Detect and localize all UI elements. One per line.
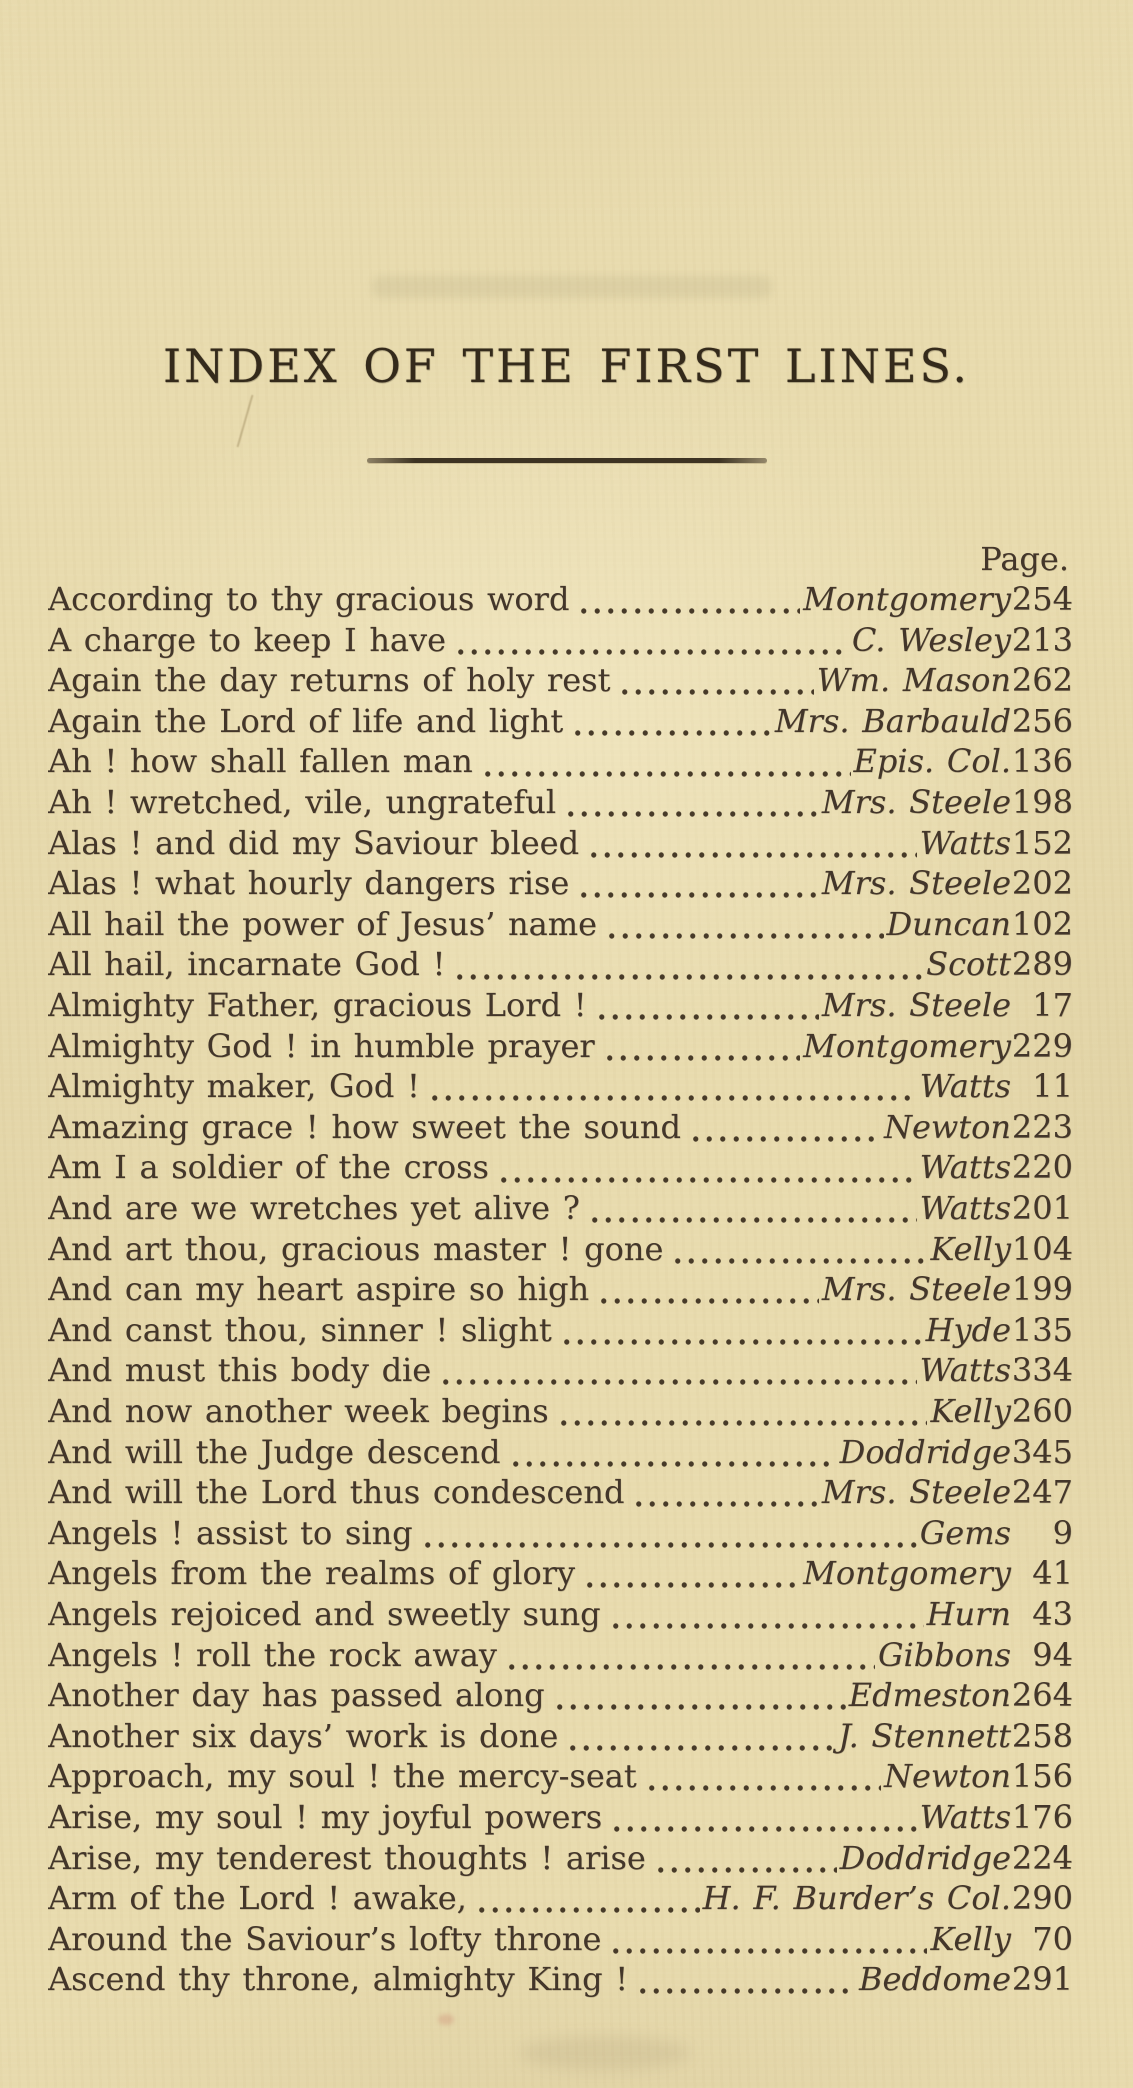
bottom-speck (438, 2014, 454, 2025)
index-entry (48, 1147, 1073, 1188)
author-name: Wm. Mason (816, 661, 1011, 700)
author-name: H. F. Burder’s Col. (702, 1879, 1011, 1918)
page-number: 334 (1011, 1351, 1073, 1390)
index-entry (48, 985, 1073, 1026)
index-entry (48, 1756, 1073, 1797)
dot-leader (599, 1026, 800, 1067)
index-entry (48, 1716, 1073, 1757)
page-number: 176 (1011, 1797, 1073, 1836)
dot-leader (605, 1919, 927, 1960)
dot-leader (573, 863, 819, 904)
dot-leader (667, 1229, 927, 1270)
dot-leader (417, 1513, 917, 1554)
dot-leader (549, 1675, 846, 1716)
first-line-text: All hail the power of Jesus’ name (48, 904, 598, 943)
first-line-text: And will the Judge descend (48, 1432, 501, 1471)
dot-leader (449, 944, 923, 985)
index-entry (48, 1066, 1073, 1107)
index-list (48, 539, 1073, 2000)
dot-leader (685, 1107, 881, 1148)
index-entry (48, 1513, 1073, 1554)
page-number: 11 (1032, 1067, 1073, 1106)
author-name: Montgomery (803, 1026, 1011, 1065)
index-entry (48, 579, 1073, 620)
page-number: 290 (1011, 1879, 1073, 1918)
dot-leader (501, 1635, 875, 1676)
page-number: 260 (1011, 1391, 1073, 1430)
page-number: 70 (1032, 1919, 1073, 1958)
dot-leader (435, 1350, 916, 1391)
page-number: 135 (1011, 1310, 1073, 1349)
first-line-text: Almighty Father, gracious Lord ! (48, 986, 587, 1025)
page-number: 262 (1011, 661, 1073, 700)
dot-leader (553, 1391, 928, 1432)
author-name: Watts (919, 1797, 1011, 1836)
page-number: 254 (1011, 580, 1073, 619)
author-name: Doddridge (839, 1432, 1011, 1471)
dot-leader (573, 579, 800, 620)
index-entry (48, 1797, 1073, 1838)
dot-leader (593, 1269, 819, 1310)
page-number: 202 (1011, 864, 1073, 903)
dot-leader (632, 1959, 856, 2000)
dot-leader (471, 1878, 700, 1919)
page-number: 256 (1011, 701, 1073, 740)
author-name: Gems (919, 1513, 1011, 1552)
author-name: Montgomery (803, 580, 1011, 619)
page-number: 152 (1011, 823, 1073, 862)
author-name: Watts (919, 1189, 1011, 1227)
dot-leader (493, 1147, 917, 1188)
first-line-text: And art thou, gracious master ! gone (48, 1229, 664, 1268)
index-entry (48, 1594, 1073, 1635)
first-line-text: Almighty maker, God ! (48, 1067, 420, 1106)
index-entry (48, 1350, 1073, 1391)
dot-leader (606, 1797, 916, 1838)
author-name: Newton (883, 1107, 1011, 1146)
page-number: 223 (1011, 1107, 1073, 1146)
page-number: 291 (1011, 1960, 1073, 1999)
first-line-text: All hail, incarnate God ! (48, 945, 446, 984)
index-entry (48, 1026, 1073, 1067)
author-name: Hyde (925, 1310, 1011, 1349)
first-line-text: And must this body die (48, 1351, 432, 1390)
first-line-text: And now another week begins (48, 1391, 549, 1430)
page-number: 156 (1011, 1757, 1073, 1796)
author-name: Kelly (930, 1229, 1011, 1268)
author-name: Duncan (886, 904, 1011, 943)
first-line-text: Approach, my soul ! the mercy-seat (48, 1757, 637, 1796)
index-entry (48, 1229, 1073, 1270)
author-name: Beddome (859, 1960, 1011, 1999)
dot-leader (579, 1553, 800, 1594)
first-line-text: Another six days’ work is done (48, 1716, 559, 1755)
first-line-text: Another day has passed along (48, 1676, 545, 1715)
author-name: Kelly (930, 1919, 1011, 1958)
page-number: 9 (1052, 1513, 1073, 1552)
index-entry (48, 1878, 1073, 1919)
author-name: Mrs. Steele (821, 1270, 1011, 1309)
author-name: Watts (919, 1067, 1011, 1106)
author-name: Edmeston (848, 1676, 1011, 1715)
page-number: 224 (1011, 1838, 1073, 1877)
author-name: Newton (883, 1757, 1011, 1796)
dot-leader (450, 620, 849, 661)
page-number: 94 (1032, 1635, 1073, 1674)
bottom-smudge (520, 2036, 690, 2070)
first-line-text: Ah ! how shall fallen man (48, 742, 473, 781)
index-entry (48, 1959, 1073, 2000)
index-entry (48, 1635, 1073, 1676)
dot-leader (650, 1838, 837, 1879)
page-number: 199 (1011, 1270, 1073, 1309)
dot-leader (567, 701, 772, 742)
dot-leader (562, 1716, 835, 1757)
first-line-text: Amazing grace ! how sweet the sound (48, 1107, 681, 1146)
title-rule (367, 458, 767, 463)
page-number: 220 (1011, 1148, 1073, 1187)
index-entry (48, 1269, 1073, 1310)
first-line-text: And are we wretches yet alive ? (48, 1189, 580, 1227)
index-entry (48, 1838, 1073, 1879)
index-entry (48, 782, 1073, 823)
paper-crease-mark (237, 395, 254, 447)
author-name: Doddridge (839, 1838, 1011, 1877)
index-entry (48, 660, 1073, 701)
first-line-text: Angels ! roll the rock away (48, 1635, 497, 1674)
author-name: Watts (919, 1351, 1011, 1390)
first-line-text: Ah ! wretched, vile, ungrateful (48, 783, 557, 822)
author-name: Mrs. Barbauld (774, 701, 1011, 740)
index-entry (48, 741, 1073, 782)
index-entry (48, 823, 1073, 864)
first-line-text: Angels rejoiced and sweetly sung (48, 1594, 601, 1633)
author-name: Hurn (926, 1594, 1011, 1633)
author-name: Mrs. Steele (821, 1473, 1011, 1512)
first-line-text: And will the Lord thus condescend (48, 1473, 625, 1512)
dot-leader (614, 660, 813, 701)
dot-leader (556, 1310, 923, 1351)
page-column-header: Page. (980, 539, 1069, 578)
first-line-text: According to thy gracious word (48, 580, 570, 619)
page-number: 229 (1011, 1026, 1073, 1065)
author-name: Epis. Col. (853, 742, 1011, 781)
author-name: Montgomery (803, 1554, 1011, 1593)
first-line-text: Ascend thy throne, almighty King ! (48, 1960, 629, 1999)
first-line-text: Again the Lord of life and light (48, 701, 564, 740)
page-number: 41 (1032, 1554, 1073, 1593)
index-entries (48, 579, 1073, 2000)
index-entry (48, 1919, 1073, 1960)
dot-leader (477, 741, 851, 782)
page-number: 136 (1011, 742, 1073, 781)
index-entry (48, 1188, 1073, 1229)
page-number: 198 (1011, 783, 1073, 822)
first-line-text: And canst thou, sinner ! slight (48, 1310, 552, 1349)
first-line-text: Alas ! what hourly dangers rise (48, 864, 570, 903)
page-number: 201 (1011, 1189, 1073, 1227)
page-number: 102 (1011, 904, 1073, 943)
author-name: Mrs. Steele (821, 783, 1011, 822)
first-line-text: Arm of the Lord ! awake, (48, 1879, 467, 1918)
index-entry (48, 1675, 1073, 1716)
page-title: INDEX OF THE FIRST LINES. (162, 339, 971, 393)
dot-leader (605, 1594, 924, 1635)
page-number: 104 (1011, 1229, 1073, 1268)
first-line-text: Arise, my tenderest thoughts ! arise (48, 1838, 646, 1877)
author-name: Mrs. Steele (821, 864, 1011, 903)
index-entry (48, 944, 1073, 985)
index-entry (48, 1553, 1073, 1594)
page-number: 247 (1011, 1473, 1073, 1512)
author-name: Watts (919, 1148, 1011, 1187)
author-name: J. Stennett (838, 1716, 1011, 1755)
first-line-text: Alas ! and did my Saviour bleed (48, 823, 580, 862)
dot-leader (628, 1472, 818, 1513)
author-name: Mrs. Steele (821, 986, 1011, 1025)
first-line-text: A charge to keep I have (48, 620, 447, 659)
index-entry (48, 620, 1073, 661)
first-line-text: Again the day returns of holy rest (48, 661, 611, 700)
first-line-text: Around the Saviour’s lofty throne (48, 1919, 602, 1958)
index-entry (48, 1310, 1073, 1351)
first-line-text: And can my heart aspire so high (48, 1270, 590, 1309)
page-number: 43 (1032, 1594, 1073, 1633)
page-number: 17 (1032, 986, 1073, 1025)
author-name: C. Wesley (851, 620, 1011, 659)
page-number: 213 (1011, 620, 1073, 659)
page-number: 289 (1011, 945, 1073, 984)
author-name: Scott (926, 945, 1011, 984)
dot-leader (601, 904, 884, 945)
first-line-text: Arise, my soul ! my joyful powers (48, 1797, 603, 1836)
page-number: 258 (1011, 1716, 1073, 1755)
first-line-text: Am I a soldier of the cross (48, 1148, 489, 1187)
index-entry (48, 1432, 1073, 1473)
dot-leader (583, 823, 917, 864)
first-line-text: Angels ! assist to sing (48, 1513, 413, 1552)
page-number: 345 (1011, 1432, 1073, 1471)
index-entry (48, 1472, 1073, 1513)
ink-bleed-smudge (372, 276, 772, 298)
author-name: Kelly (930, 1391, 1011, 1430)
first-line-text: Angels from the realms of glory (48, 1554, 576, 1593)
dot-leader (505, 1432, 837, 1473)
dot-leader (641, 1756, 881, 1797)
index-entry (48, 904, 1073, 945)
index-entry (48, 701, 1073, 742)
dot-leader (560, 782, 819, 823)
dot-leader (591, 985, 819, 1026)
index-entry (48, 1391, 1073, 1432)
index-entry (48, 1107, 1073, 1148)
page-number: 264 (1011, 1676, 1073, 1715)
author-name: Gibbons (877, 1635, 1011, 1674)
dot-leader (424, 1066, 917, 1107)
author-name: Watts (919, 823, 1011, 862)
index-entry (48, 863, 1073, 904)
dot-leader (584, 1188, 917, 1229)
first-line-text: Almighty God ! in humble prayer (48, 1026, 595, 1065)
